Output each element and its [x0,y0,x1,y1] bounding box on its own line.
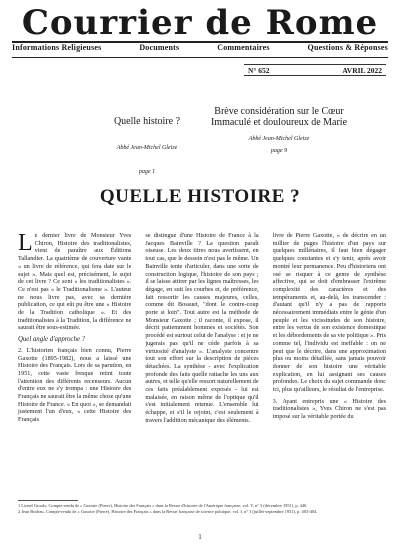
drop-cap: L [18,232,33,256]
nav-item-commentaires: Commentaires [217,43,270,52]
footnote-divider [18,500,78,501]
toc-page: page 9 [270,148,288,154]
footnote: 1 Lionel Groulx, Compte-rendu de « Gaxotte (Pierre), Histoire des Français » dans la Revue d'histoire de l'Amérique française, vol. V, n° 3 (décembre 1951), p. 440. [18,503,308,508]
footnote: 2 Jean Bodeau, Compte-rendu de « Gaxotte (Pierre), Histoire des Français » dans la Revue française de science politique, vol. I, n° 3 (juillet-septembre 1951), p. 403-404. [18,509,318,514]
section-nav [12,43,388,55]
article-column [18,232,131,497]
toc-entry [204,106,354,154]
toc-page: page 1 [138,169,156,175]
nav-rule [12,57,388,58]
page-number: 1 [198,533,202,541]
issue-info [244,64,386,76]
toc-title: Quelle histoire ? [113,116,181,127]
masthead-title: Courrier de Rome [21,3,379,43]
article-title: QUELLE HISTOIRE ? [99,186,301,207]
paragraph: 2. L'historien français bien connu, Pierre Gaxotte (1895-1982), nous a laissé une Histoire des Français. Lors de sa parution, en 1951, cette vaste fresque retint toute l'attention des différents recenseurs. Aucun d'entre eux ne s'y trompa : une Histoire des Français ne saurait être la même chose qu'une Histoire de France. « En quoi », se demandait justement l'un d'eux, « cette Histoire des Français [18,346,132,424]
article-body [18,232,386,497]
issue-number: N° 652 [248,65,270,75]
paragraph: livre de Pierre Gaxotte, « de décrire en un millier de pages l'histoire d'un pays sur quelques millénaires, il faut bien dégager quelques constantes et s'y tenir, après avoir montré leur permanence. Peu d'historiens ont osé se risquer à ce genre de synthèse affective, qui se doit d'embrasser l'extrême complexité des caractères et des tempéraments et, au-delà, les transcender : d'autant qu'il n'y a pas de rapports nécessairement immédiats entre le génie d'un peuple et les vicissitudes de son histoire, entre les vertus de son existence domestique et les débordements de sa vie politique ». Pris comme tel, l'individu est ineffable : on ne peut que le décrire, dans une approximation plus ou moins détaillée, sans jamais pouvoir donner de son histoire une véritable explication, en lui assignant ses causes profondes. Le choix du sujet commande donc ici, plus qu'ailleurs, le résultat de l'entreprise. [272,232,386,394]
issue-date: AVRIL 2022 [342,65,382,75]
nav-item-documents: Documents [139,43,180,52]
section-subhead: Quel angle d'approche ? [18,336,86,344]
toc-title: Brève considération sur le Cœur Immaculé et douloureux de Marie [210,106,348,128]
nav-item-questions: Questions & Réponses [307,43,388,52]
toc-author: Abbé Jean-Michel Gleize [116,145,178,151]
paragraph: Le dernier livre de Monsieur Yves Chiron, Histoire des traditionalistes, vient de paraître aux Éditions Tallandier. La quatrième de couverture vante « un livre de référence, qui fera date sur le sujet ». Mais quel est, précisément, le sujet de cet livre ? Ce sont « les traditionalistes ». Ce n'est pas « le Traditionalisme ». L'auteur ne nous livre pas, avec sa dernière publication, ce qui eût pu être une « Histoire de la Tradition catholique ». Et des traditionalistes à la Tradition, la différence ne saurait être sous-estimée. [18,232,132,332]
article-column [145,232,258,497]
article-column [273,232,386,497]
toc-author: Abbé Jean-Michel Gleize [248,136,310,142]
paragraph: se distingue d'une Histoire de France à la Jacques Bainville ? La question paraît oiseuse. Les deux titres nous avertissent, en tout cas, que le dessein n'est pas le même. Un Bainville tente d'articuler, dans une sorte de construction logique, l'histoire de son pays ; il se laisse attirer par les lignes maîtresses, les dégage, en suit les courbes et, de préférence, fait ressortir les causes majeures, celles, comme dit Bossuet, "dont le contre-coup porte si loin". Tout autre est la méthode de Monsieur Gaxotte ; il raconte, il expose, il décrit patiemment hommes et sociétés. Son procédé est surtout celui de l'analyse : et je ne jugerais pas qu'il ne cède parfois à sa virtuosité d'analyste ». L'analyste concentre tout son effort sur la description de pièces détachées. La synthèse - avec l'explication profonde des faits quelle rattache les uns aux autres, et telle qu'elle ressort naturellement de ces faits préalablement exposés - lui est malaisée, en raison même de l'optique qu'il s'est initialement retenue. L'ensemble lui échappe, et s'il le rejoint, c'est seulement à travers l'addition mécanique des éléments. [145,232,259,424]
nav-item-informations: Informations Religieuses [12,43,102,52]
paragraph: 3. Ayant entrepris une « Histoire des traditionalistes », Yves Chiron ne s'est pas imposé sur la véritable portée du [272,397,386,421]
footnotes [18,503,386,515]
toc-entry [92,106,202,175]
